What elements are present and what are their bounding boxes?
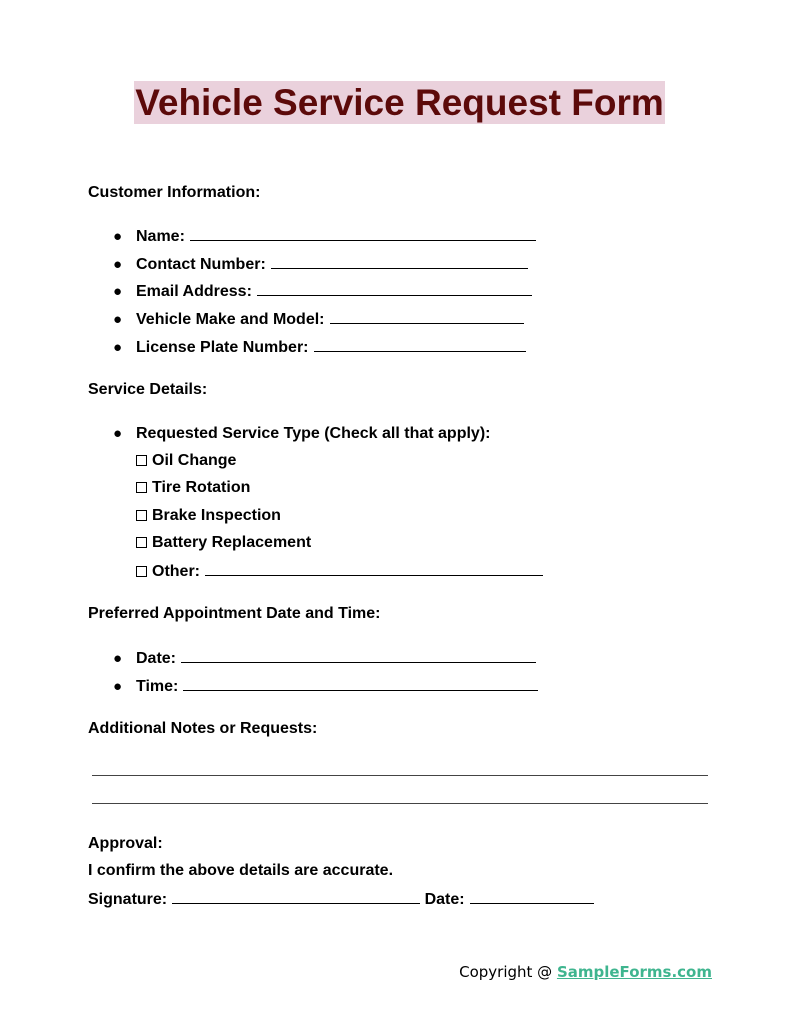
name-field[interactable] [190, 226, 536, 241]
date-row [113, 648, 536, 669]
footer [459, 962, 712, 982]
title-block [0, 81, 799, 124]
brand-link[interactable]: SampleForms.com [556, 963, 712, 981]
option-oil-change[interactable]: Oil Change [136, 451, 236, 471]
copyright-text: Copyright @ [459, 963, 557, 981]
approval-heading: Approval: [88, 835, 163, 852]
vehicle-row [113, 309, 524, 330]
bullet-icon: ● [113, 425, 123, 442]
name-row [113, 226, 536, 247]
service-type-label: Requested Service Type (Check all that apply): [136, 425, 491, 442]
approval-date-label: Date: [424, 891, 465, 908]
approval-statement: I confirm the above details are accurate. [88, 862, 394, 879]
time-row [113, 676, 538, 697]
bullet-icon: ● [113, 283, 123, 300]
bullet-icon: ● [113, 339, 123, 356]
email-label: Email Address: [136, 283, 252, 300]
plate-label: License Plate Number: [136, 339, 309, 356]
customer-heading: Customer Information: [88, 184, 261, 201]
bullet-icon: ● [113, 678, 123, 695]
contact-field[interactable] [271, 254, 528, 269]
time-label: Time: [136, 678, 179, 695]
plate-row [113, 337, 526, 358]
notes-line-1[interactable] [92, 775, 708, 776]
service-heading: Service Details: [88, 381, 208, 398]
signature-field[interactable] [172, 889, 420, 904]
bullet-icon: ● [113, 256, 123, 273]
checkbox-icon[interactable] [136, 455, 147, 466]
vehicle-label: Vehicle Make and Model: [136, 311, 325, 328]
name-label: Name: [136, 228, 185, 245]
email-field[interactable] [257, 281, 532, 296]
bullet-icon: ● [113, 311, 123, 328]
page-title: Vehicle Service Request Form [135, 82, 664, 123]
option-battery-replacement[interactable]: Battery Replacement [136, 533, 311, 553]
notes-line-2[interactable] [92, 803, 708, 804]
appointment-heading: Preferred Appointment Date and Time: [88, 605, 381, 622]
checkbox-icon[interactable] [136, 537, 147, 548]
approval-date-field[interactable] [470, 889, 594, 904]
checkbox-icon[interactable] [136, 566, 147, 577]
option-tire-rotation[interactable]: Tire Rotation [136, 478, 250, 498]
email-row [113, 281, 532, 302]
signature-row [88, 889, 594, 910]
option-other[interactable]: Other: [136, 561, 543, 582]
time-field[interactable] [183, 676, 538, 691]
signature-label: Signature: [88, 891, 168, 908]
bullet-icon: ● [113, 650, 123, 667]
bullet-icon: ● [113, 228, 123, 245]
checkbox-icon[interactable] [136, 510, 147, 521]
service-type-row [113, 424, 490, 444]
date-label: Date: [136, 650, 177, 667]
vehicle-field[interactable] [330, 309, 524, 324]
checkbox-icon[interactable] [136, 482, 147, 493]
option-brake-inspection[interactable]: Brake Inspection [136, 506, 281, 526]
date-field[interactable] [181, 648, 536, 663]
notes-heading: Additional Notes or Requests: [88, 720, 318, 737]
contact-row [113, 254, 528, 275]
plate-field[interactable] [314, 337, 526, 352]
other-field[interactable] [205, 561, 543, 576]
contact-label: Contact Number: [136, 256, 266, 273]
